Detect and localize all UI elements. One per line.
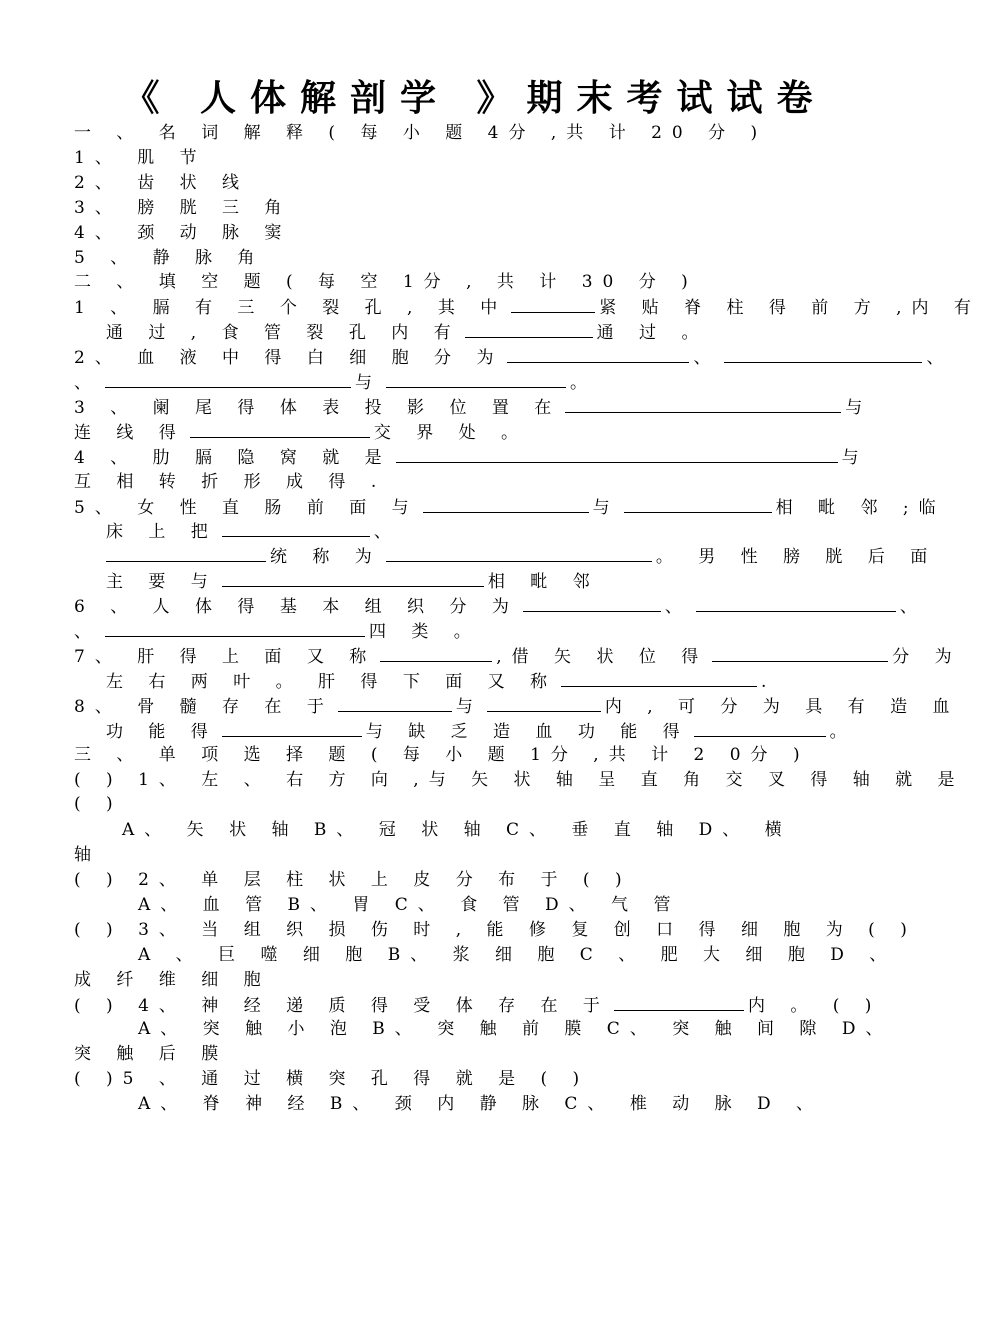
answer-blank[interactable] (724, 347, 922, 363)
answer-blank[interactable] (487, 696, 601, 712)
question-line: ( ) (74, 794, 123, 814)
answer-blank[interactable] (222, 521, 370, 537)
section-2-heading: 二 、 填 空 题 ( 每 空 1分 , 共 计 30 分 ) (74, 272, 698, 292)
question-line: 3 、 阑 尾 得 体 表 投 影 位 置 在 与 (74, 398, 873, 418)
option-line: 成 纤 维 细 胞 (74, 970, 271, 990)
answer-blank[interactable] (396, 447, 838, 463)
question-line: 6 、 人 体 得 基 本 组 织 分 为 、 、 (74, 597, 927, 617)
question-line: ( ) 3、 当 组 织 损 伤 时 , 能 修 复 创 口 得 细 胞 为 ( ) (74, 920, 917, 940)
question-line: 5、 女 性 直 肠 前 面 与 与 相 毗 邻 ;临 (74, 498, 946, 518)
answer-blank[interactable] (105, 621, 365, 637)
answer-blank[interactable] (222, 721, 362, 737)
option-line: A 、 巨 噬 细 胞 B、 浆 细 胞 C 、 肥 大 细 胞 D 、 (138, 945, 897, 965)
answer-blank[interactable] (712, 646, 888, 662)
question-line: 、 四 类 。 (74, 622, 481, 642)
answer-blank[interactable] (222, 571, 484, 587)
answer-blank[interactable] (523, 596, 661, 612)
question-line: ( ) 2、 单 层 柱 状 上 皮 分 布 于 ( ) (74, 870, 632, 890)
answer-blank[interactable] (507, 347, 689, 363)
question-line: 主 要 与 相 毗 邻 (106, 572, 600, 592)
question-line: ( )5 、 通 过 横 突 孔 得 就 是 ( ) (74, 1069, 590, 1089)
option-line: 轴 (74, 845, 101, 865)
question-line: 3、 膀 胱 三 角 (74, 198, 292, 218)
section-1-heading: 一 、 名 词 解 释 ( 每 小 题 4分 ,共 计 20 分 ) (74, 123, 768, 143)
question-line: ( ) 1、 左 、 右 方 向 ,与 矢 状 轴 呈 直 角 交 叉 得 轴 就 是 (74, 770, 965, 790)
question-line: 2、 血 液 中 得 白 细 胞 分 为 、 、 (74, 348, 954, 368)
exam-title: 《 人体解剖学 》期末考试试卷 (123, 77, 827, 119)
answer-blank[interactable] (624, 497, 772, 513)
option-line: A、 血 管 B、 胃 C、 食 管 D、 气 管 (138, 895, 681, 915)
answer-blank[interactable] (386, 546, 652, 562)
answer-blank[interactable] (423, 497, 589, 513)
answer-blank[interactable] (106, 546, 266, 562)
question-line: 4 、 肋 膈 隐 窝 就 是 与 (74, 448, 869, 468)
option-line: A、 脊 神 经 B、 颈 内 静 脉 C、 椎 动 脉 D 、 (138, 1094, 824, 1114)
question-line: 4、 颈 动 脉 窦 (74, 223, 292, 243)
answer-blank[interactable] (561, 671, 757, 687)
answer-blank[interactable] (190, 422, 370, 438)
question-line: 、 与 。 (74, 373, 597, 393)
question-line: ( ) 4、 神 经 递 质 得 受 体 存 在 于 内 。 ( ) (74, 996, 882, 1016)
question-line: 8、 骨 髓 存 在 于 与 内 , 可 分 为 具 有 造 血 (74, 697, 960, 717)
question-line: 5 、 静 脉 角 (74, 248, 265, 268)
answer-blank[interactable] (614, 995, 744, 1011)
answer-blank[interactable] (380, 646, 492, 662)
answer-blank[interactable] (565, 397, 841, 413)
option-line: A、 突 触 小 泡 B、 突 触 前 膜 C、 突 触 间 隙 D、 (138, 1019, 893, 1039)
answer-blank[interactable] (694, 721, 826, 737)
option-line: A、 矢 状 轴 B、 冠 状 轴 C、 垂 直 轴 D、 横 (122, 820, 792, 840)
question-line: 互 相 转 折 形 成 得 . (74, 472, 387, 492)
question-line: 统 称 为 。 男 性 膀 胱 后 面 (106, 546, 937, 567)
answer-blank[interactable] (338, 696, 452, 712)
answer-blank[interactable] (386, 372, 566, 388)
question-line: 功 能 得 与 缺 乏 造 血 功 能 得 。 (106, 722, 857, 742)
question-line: 通 过 , 食 管 裂 孔 内 有 通 过 。 (106, 323, 709, 343)
question-line: 床 上 把 、 (106, 522, 401, 542)
section-3-heading: 三 、 单 项 选 择 题 ( 每 小 题 1分 ,共 计 2 0分 ) (74, 745, 810, 765)
answer-blank[interactable] (465, 322, 593, 338)
question-line: 2、 齿 状 线 (74, 173, 250, 193)
answer-blank[interactable] (105, 372, 351, 388)
question-line: 左 右 两 叶 。 肝 得 下 面 又 称 . (106, 672, 777, 692)
option-line: 突 触 后 膜 (74, 1044, 229, 1064)
question-line: 1、 肌 节 (74, 148, 207, 168)
answer-blank[interactable] (511, 297, 595, 313)
question-line: 连 线 得 交 界 处 。 (74, 423, 529, 443)
question-line: 1 、 膈 有 三 个 裂 孔 , 其 中 紧 贴 脊 柱 得 前 方 ,内 有 (74, 298, 981, 318)
question-line: 7、 肝 得 上 面 又 称 ,借 矢 状 位 得 分 为 (74, 647, 962, 667)
answer-blank[interactable] (696, 596, 896, 612)
